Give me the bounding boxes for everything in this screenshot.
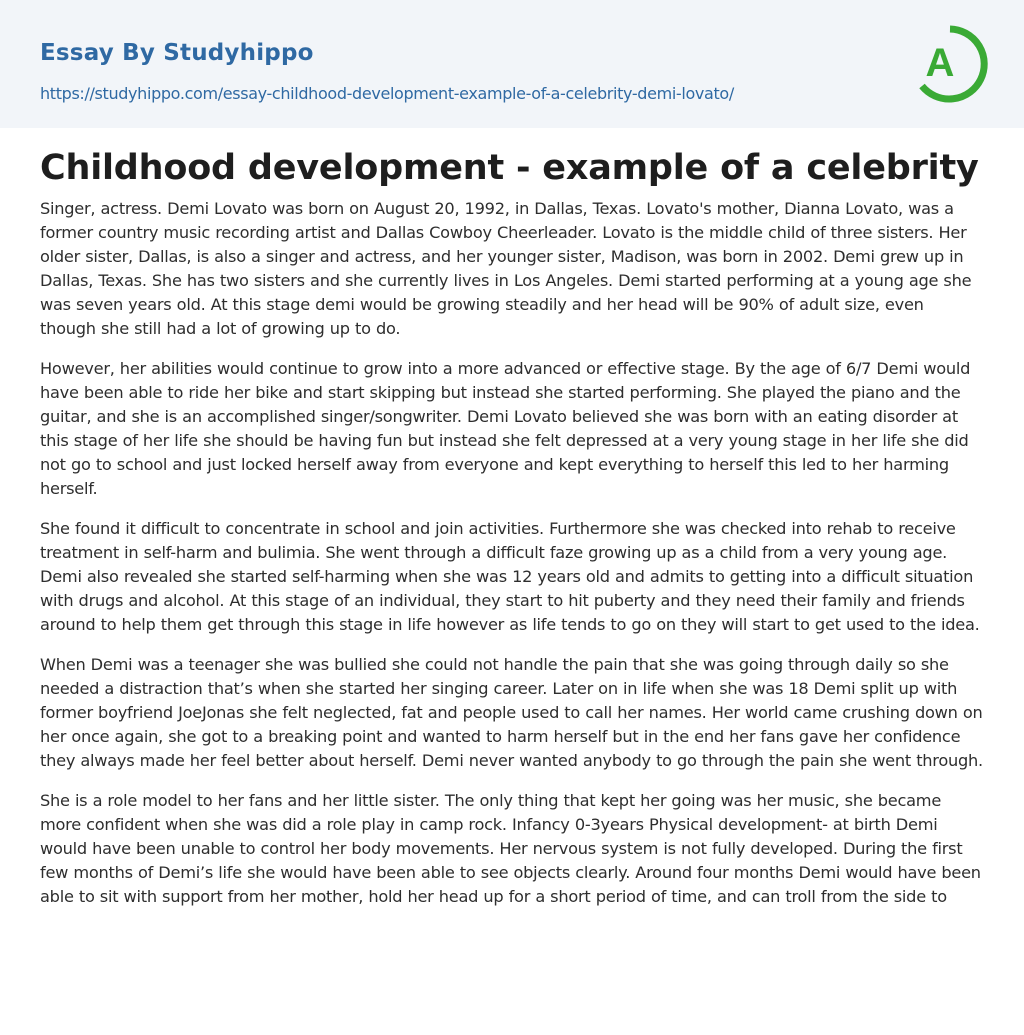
page-title: Childhood development - example of a celebrity <box>40 148 979 188</box>
site-header <box>0 0 1024 128</box>
logo-letter: A <box>925 41 955 85</box>
article-paragraph: She is a role model to her fans and her little sister. The only thing that kept her going was her music, she became more confident when she was did a role play in camp rock. Infancy 0-3years Physical development- at birth Demi would have been unable to control her body movements. Her nervous system is not fully developed. During the first few months of Demi’s life she would have been able to see objects clearly. Around four months Demi would have been able to sit with support from her mother, hold her head up for a short period of time, and can troll from the side to <box>40 791 981 906</box>
article-paragraph: When Demi was a teenager she was bullied she could not handle the pain that she was going through daily so she needed a distraction that’s when she started her singing career. Later on in life when she was 18 Demi split up with former boyfriend JoeJonas she felt neglected, fat and people used to call her names. Her world came crushing down on her once again, she got to a breaking point and wanted to harm herself but in the end her fans gave her confidence they always made her feel better about herself. Demi never wanted anybody to go through the pain she went through. <box>40 655 983 770</box>
article-paragraph: She found it difficult to concentrate in school and join activities. Furthermore she was checked into rehab to receive treatment in self-harm and bulimia. She went through a difficult faze growing up as a child from a very young age. Demi also revealed she started self-harming when she was 12 years old and admits to getting into a difficult situation with drugs and alcohol. At this stage of an individual, they start to hit puberty and they need their family and friends around to help them get through this stage in life however as life tends to go on they will start to get used to the idea. <box>40 519 980 634</box>
article <box>40 145 984 925</box>
studyhippo-logo[interactable] <box>912 18 988 106</box>
essay-url-link[interactable]: https://studyhippo.com/essay-childhood-development-example-of-a-celebrity-demi-lovato/ <box>40 84 734 103</box>
site-title[interactable]: Essay By Studyhippo <box>40 40 314 66</box>
article-paragraph: However, her abilities would continue to grow into a more advanced or effective stage. By the age of 6/7 Demi would have been able to ride her bike and start skipping but instead she started performing. She played the piano and the guitar, and she is an accomplished singer/songwriter. Demi Lovato believed she was born with an eating disorder at this stage of her life she should be having fun but instead she felt depressed at a very young stage in her life she did not go to school and just locked herself away from everyone and kept everything to herself this led to her harming herself. <box>40 359 971 498</box>
article-paragraph: Singer, actress. Demi Lovato was born on August 20, 1992, in Dallas, Texas. Lovato's mother, Dianna Lovato, was a former country music recording artist and Dallas Cowboy Cheerleader. Lovato is the middle child of three sisters. Her older sister, Dallas, is also a singer and actress, and her younger sister, Madison, was born in 2002. Demi grew up in Dallas, Texas. She has two sisters and she currently lives in Los Angeles. Demi started performing at a young age she was seven years old. At this stage demi would be growing steadily and her head will be 90% of adult size, even though she still had a lot of growing up to do. <box>40 199 972 338</box>
